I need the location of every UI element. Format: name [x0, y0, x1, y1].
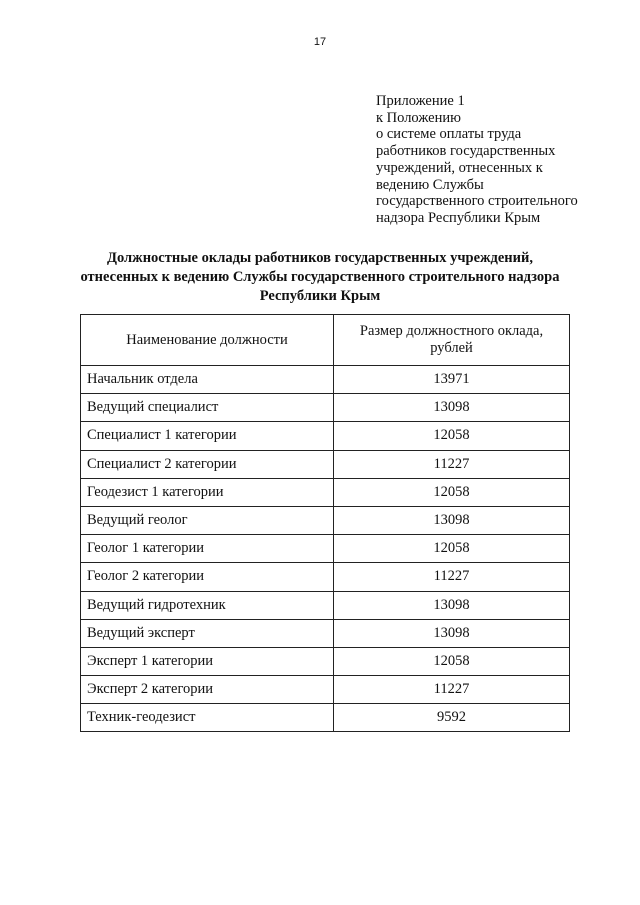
appendix-line: учреждений, отнесенных к	[376, 159, 543, 176]
table-row	[81, 704, 570, 732]
title-line: отнесенных к ведению Службы государственного строительного надзора	[80, 269, 560, 285]
salary-cell: 12058	[334, 535, 570, 563]
salary-cell: 12058	[334, 422, 570, 450]
appendix-line: о системе оплаты труда	[376, 126, 522, 143]
title-line: Должностные оклады работников государственных учреждений,	[107, 250, 533, 266]
table-row	[81, 676, 570, 704]
page-number: 17	[313, 36, 327, 48]
position-cell: Эксперт 2 категории	[81, 676, 334, 704]
header-salary-line: рублей	[430, 340, 473, 356]
position-cell: Ведущий геолог	[81, 506, 334, 534]
appendix-line: работников государственных	[376, 143, 556, 160]
table-row	[81, 535, 570, 563]
table-row	[81, 394, 570, 422]
salary-cell: 12058	[334, 478, 570, 506]
table-row	[81, 619, 570, 647]
position-cell: Геолог 2 категории	[81, 563, 334, 591]
appendix-line: Приложение 1	[376, 93, 465, 109]
salary-cell: 9592	[334, 704, 570, 732]
title-line: Республики Крым	[259, 288, 381, 304]
position-cell: Эксперт 1 категории	[81, 647, 334, 675]
position-cell: Ведущий гидротехник	[81, 591, 334, 619]
position-cell: Ведущий эксперт	[81, 619, 334, 647]
salary-cell: 13098	[334, 506, 570, 534]
table-row	[81, 506, 570, 534]
position-cell: Техник-геодезист	[81, 704, 334, 732]
salary-cell: 13098	[334, 591, 570, 619]
position-cell: Специалист 1 категории	[81, 422, 334, 450]
document-title	[40, 249, 600, 306]
salary-cell: 12058	[334, 647, 570, 675]
appendix-line: государственного строительного	[376, 193, 578, 210]
position-cell: Начальник отдела	[81, 366, 334, 394]
table-row	[81, 422, 570, 450]
appendix-note	[376, 93, 616, 227]
table-row	[81, 647, 570, 675]
salary-cell: 11227	[334, 676, 570, 704]
header-salary	[334, 315, 570, 366]
position-cell: Специалист 2 категории	[81, 450, 334, 478]
table-row	[81, 478, 570, 506]
position-cell: Геодезист 1 категории	[81, 478, 334, 506]
salary-cell: 11227	[334, 450, 570, 478]
table-row	[81, 450, 570, 478]
position-cell: Геолог 1 категории	[81, 535, 334, 563]
salary-cell: 11227	[334, 563, 570, 591]
header-salary-line: Размер должностного оклада,	[359, 323, 544, 339]
salary-table	[80, 314, 570, 732]
appendix-line: надзора Республики Крым	[376, 209, 541, 226]
salary-cell: 13098	[334, 394, 570, 422]
table-row	[81, 366, 570, 394]
appendix-line: к Положению	[376, 109, 461, 126]
appendix-line: ведению Службы	[376, 176, 484, 193]
salary-cell: 13971	[334, 366, 570, 394]
position-cell: Ведущий специалист	[81, 394, 334, 422]
table-row	[81, 591, 570, 619]
table-row	[81, 563, 570, 591]
header-position: Наименование должности	[81, 315, 334, 366]
table-header-row	[81, 315, 570, 366]
salary-cell: 13098	[334, 619, 570, 647]
